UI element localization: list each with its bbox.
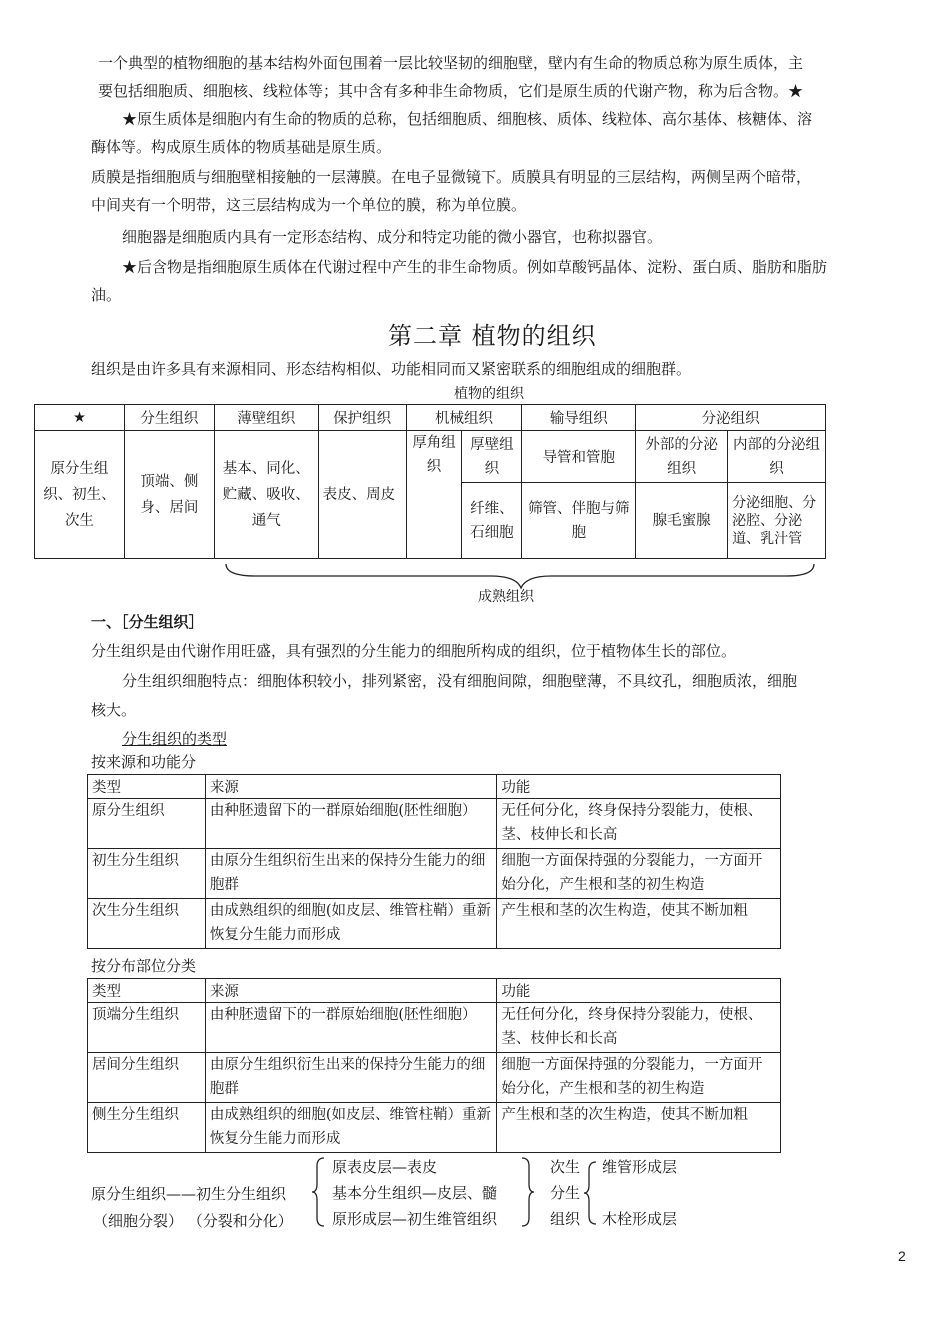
cell-source: 由种胚遗留下的一群原始细胞(胚性细胞） — [205, 799, 497, 849]
intro-p5-line2: 油。 — [91, 286, 122, 304]
tissue-definition: 组织是由许多具有来源相同、形态结构相似、功能相同而又紧密联系的细胞组成的细胞群。 — [91, 360, 692, 378]
table-row — [88, 1003, 781, 1053]
parenchyma-types: 基本、同化、贮藏、吸收、通气 — [214, 431, 318, 559]
secondary-brace — [584, 1160, 600, 1226]
section-heading: 一、［分生组织］ — [91, 613, 204, 631]
star-marker: ★ — [35, 405, 125, 431]
left-curly-brace — [312, 1156, 328, 1228]
cell-source: 由种胚遗留下的一群原始细胞(胚性细胞） — [205, 1003, 497, 1053]
diagram-left-line1: 原分生组织——初生分生组织 — [91, 1185, 287, 1203]
cond-sieve: 筛管、伴胞与筛胞 — [522, 483, 636, 559]
position-table-caption: 按分布部位分类 — [91, 957, 197, 975]
table-row — [88, 849, 781, 899]
diagram-mid-2: 基本分生组织—皮层、髓 — [332, 1184, 498, 1202]
cell-type: 次生分生组织 — [88, 899, 206, 949]
brace-label: 成熟组织 — [478, 589, 534, 605]
intro-p1-line2: 要包括细胞质、细胞核、线粒体等；其中含有多种非生命物质，它们是原生质的代谢产物，称为后含物。★ — [98, 82, 804, 100]
cork-cambium: 木栓形成层 — [602, 1210, 678, 1228]
diagram-mid-3: 原形成层—初生维管组织 — [332, 1210, 498, 1228]
col-type: 类型 — [88, 979, 206, 1003]
table-row — [88, 1053, 781, 1103]
cell-type: 居间分生组织 — [88, 1053, 206, 1103]
col-function: 功能 — [497, 775, 781, 799]
col-type: 类型 — [88, 775, 206, 799]
secondary-1: 次生 — [550, 1158, 581, 1176]
cell-source: 由成熟组织的细胞(如皮层、维管柱鞘）重新恢复分生能力而形成 — [205, 1103, 497, 1153]
table-row — [88, 899, 781, 949]
header-mechanical: 机械组织 — [406, 405, 522, 431]
sec-internal: 内部的分泌组织 — [728, 431, 826, 483]
meristem-features-line1: 分生组织细胞特点：细胞体积较小，排列紧密，没有细胞间隙，细胞壁薄，不具纹孔，细胞质浓，细胞 — [122, 672, 798, 690]
cell-type: 初生分生组织 — [88, 849, 206, 899]
intro-p2-line1: ★原生质体是细胞内有生命的物质的总称，包括细胞质、细胞核、质体、线粒体、高尔基体、核糖体、溶 — [122, 110, 813, 128]
cell-source: 由原分生组织衍生出来的保持分生能力的细胞群 — [205, 849, 497, 899]
col-function: 功能 — [497, 979, 781, 1003]
vascular-cambium: 维管形成层 — [602, 1158, 678, 1176]
mech-sclerenchyma: 厚壁组织 — [462, 431, 522, 483]
cond-vessel: 导管和管胞 — [522, 431, 636, 483]
sec-external-items: 腺毛蜜腺 — [636, 483, 728, 559]
cell-source: 由成熟组织的细胞(如皮层、维管柱鞘）重新恢复分生能力而形成 — [205, 899, 497, 949]
types-title: 分生组织的类型 — [122, 730, 228, 748]
sec-external: 外部的分泌组织 — [636, 431, 728, 483]
sec-internal-items: 分泌细胞、分泌腔、分泌道、乳汁管 — [728, 483, 826, 559]
intro-p1-line1: 一个典型的植物细胞的基本结构外面包围着一层比较坚韧的细胞壁，壁内有生命的物质总称为原生质体，主 — [98, 54, 804, 72]
header-conducting: 输导组织 — [522, 405, 636, 431]
mech-fiber: 纤维、石细胞 — [462, 483, 522, 559]
intro-p4-line1: 细胞器是细胞质内具有一定形态结构、成分和特定功能的微小器官，也称拟器官。 — [122, 228, 663, 246]
col-source: 来源 — [205, 775, 497, 799]
cell-function: 产生根和茎的次生构造，使其不断加粗 — [497, 1103, 781, 1153]
secondary-3: 组织 — [550, 1210, 581, 1228]
table-row — [88, 799, 781, 849]
cell-function: 无任何分化，终身保持分裂能力，使根、茎、枝伸长和长高 — [497, 1003, 781, 1053]
intro-p3-line1: 质膜是指细胞质与细胞壁相接触的一层薄膜。在电子显微镜下。质膜具有明显的三层结构，两侧呈两个暗带， — [91, 168, 812, 186]
meristem-definition: 分生组织是由代谢作用旺盛，具有强烈的分生能力的细胞所构成的组织，位于植物体生长的部位。 — [91, 642, 737, 660]
meristem-origin: 原分生组织、初生、次生 — [35, 431, 125, 559]
cell-function: 细胞一方面保持强的分裂能力，一方面开始分化，产生根和茎的初生构造 — [497, 849, 781, 899]
page-number: 2 — [898, 1248, 906, 1264]
protective-types: 表皮、周皮 — [318, 431, 406, 559]
table-row — [88, 1103, 781, 1153]
chapter-title: 第二章 植物的组织 — [388, 322, 597, 350]
cell-type: 侧生分生组织 — [88, 1103, 206, 1153]
header-protective: 保护组织 — [318, 405, 406, 431]
meristem-position: 顶端、侧身、居间 — [124, 431, 214, 559]
diagram-left-line2: （细胞分裂） （分裂和分化） — [93, 1212, 293, 1230]
origin-table — [87, 774, 781, 949]
cell-type: 顶端分生组织 — [88, 1003, 206, 1053]
cell-function: 细胞一方面保持强的分裂能力，一方面开始分化，产生根和茎的初生构造 — [497, 1053, 781, 1103]
cell-type: 原分生组织 — [88, 799, 206, 849]
tissue-table-caption: 植物的组织 — [454, 386, 524, 402]
intro-p2-line2: 酶体等。构成原生质体的物质基础是原生质。 — [91, 138, 392, 156]
diagram-mid-1: 原表皮层—表皮 — [332, 1158, 438, 1176]
col-source: 来源 — [205, 979, 497, 1003]
cell-source: 由原分生组织衍生出来的保持分生能力的细胞群 — [205, 1053, 497, 1103]
secondary-2: 分生 — [550, 1184, 581, 1202]
tissue-overview-table — [34, 404, 826, 559]
intro-p5-line1: ★后含物是指细胞原生质体在代谢过程中产生的非生命物质。例如草酸钙晶体、淀粉、蛋白质、脂肪和脂肪 — [122, 258, 828, 276]
right-curly-brace — [520, 1156, 536, 1228]
position-table — [87, 978, 781, 1153]
origin-table-caption: 按来源和功能分 — [91, 753, 197, 771]
meristem-features-line2: 核大。 — [91, 701, 137, 719]
header-meristem: 分生组织 — [124, 405, 214, 431]
header-parenchyma: 薄壁组织 — [214, 405, 318, 431]
header-secretory: 分泌组织 — [636, 405, 826, 431]
intro-p3-line2: 中间夹有一个明带，这三层结构成为一个单位的膜，称为单位膜。 — [91, 196, 527, 214]
cell-function: 产生根和茎的次生构造，使其不断加粗 — [497, 899, 781, 949]
mech-collenchyma: 厚角组织 — [406, 431, 462, 559]
cell-function: 无任何分化，终身保持分裂能力，使根、茎、枝伸长和长高 — [497, 799, 781, 849]
